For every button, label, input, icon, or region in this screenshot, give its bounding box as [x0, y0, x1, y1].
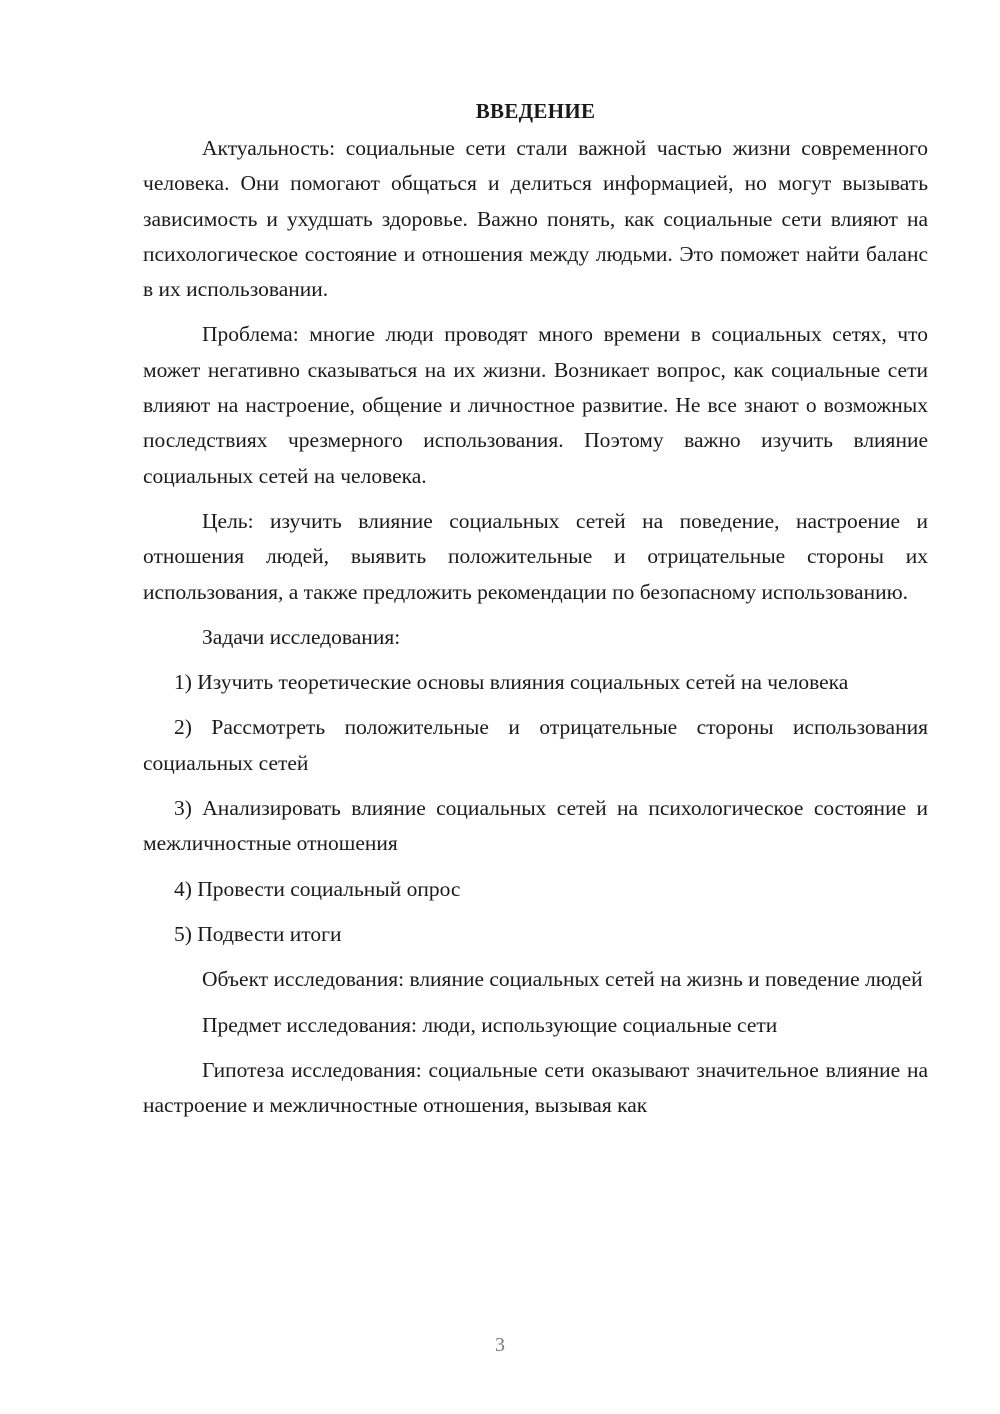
paragraph-object: Объект исследования: влияние социальных сетей на жизнь и поведение людей	[202, 967, 923, 992]
paragraph-tasks-title: Задачи исследования:	[202, 624, 401, 649]
task-item: 4) Провести социальный опрос	[174, 876, 461, 901]
paragraph-subject: Предмет исследования: люди, использующие социальные сети	[202, 1012, 778, 1037]
page-content	[143, 96, 928, 1133]
section-heading: ВВЕДЕНИЕ	[475, 99, 596, 123]
task-item: 2) Рассмотреть положительные и отрицательные стороны использования социальных сетей	[143, 715, 928, 775]
task-item: 3) Анализировать влияние социальных сетей на психологическое состояние и межличностные отношения	[143, 796, 928, 856]
paragraph-goal: Цель: изучить влияние социальных сетей на поведение, настроение и отношения людей, выявить положительные и отрицательные стороны их использования, а также предложить рекомендации по безопасному использованию.	[143, 508, 928, 604]
paragraph-problem: Проблема: многие люди проводят много времени в социальных сетях, что может негативно сказываться на их жизни. Возникает вопрос, как социальные сети влияют на настроение, общение и личностное развитие. Не все знают о возможных последствиях чрезмерного использования. Поэтому важно изучить влияние социальных сетей на человека.	[143, 322, 928, 488]
paragraph-hypothesis: Гипотеза исследования: социальные сети оказывают значительное влияние на настроение и межличностные отношения, вызывая как	[143, 1057, 928, 1118]
task-item: 1) Изучить теоретические основы влияния социальных сетей на человека	[174, 670, 849, 695]
task-item: 5) Подвести итоги	[174, 921, 342, 946]
paragraph-relevance: Актуальность: социальные сети стали важной частью жизни современного человека. Они помогают общаться и делиться информацией, но могут вызывать зависимость и ухудшать здоровье. Важно понять, как социальные сети влияют на психологическое состояние и отношения между людьми. Это поможет найти баланс в их использовании.	[143, 136, 928, 302]
page-number: 3	[495, 1334, 505, 1356]
